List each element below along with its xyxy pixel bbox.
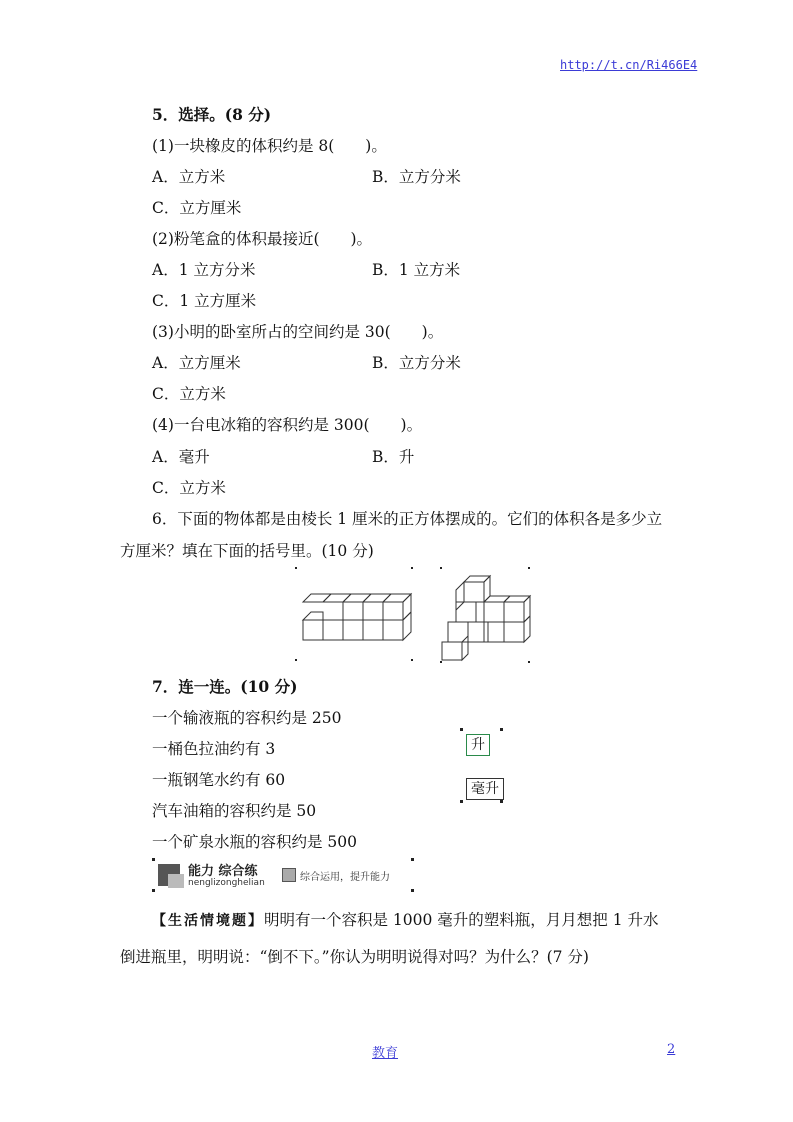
corner-mark [528,567,530,569]
corner-mark [295,567,297,569]
q5-2-option-a: A．1 立方分米 [152,261,256,279]
q7-left-item-2: 一桶色拉油约有 3 [152,740,276,758]
q5-4-option-b: B．升 [372,448,415,466]
q5-3-option-c: C．立方米 [152,385,226,403]
corner-mark [411,889,414,892]
corner-mark [411,858,414,861]
header-url-link[interactable]: http://t.cn/Ri466E4 [560,58,698,72]
corner-mark [411,567,413,569]
banner-subtitle: 综合运用，提升能力 [300,872,390,883]
q8-line1-text: 明明有一个容积是 1000 毫升的塑料瓶，月月想把 1 升水 [264,911,659,929]
cube-figure-1 [295,567,415,667]
q5-4-option-a: A．毫升 [152,448,210,466]
q8-tag: 【生活情境题】 [152,913,264,929]
unit-box-liter: 升 [466,734,490,756]
corner-mark [528,661,530,663]
q7-left-item-3: 一瓶钢笔水约有 60 [152,771,286,789]
q7-left-item-5: 一个矿泉水瓶的容积约是 500 [152,833,358,851]
q5-1-option-c: C．立方厘米 [152,199,242,217]
q5-3-option-a: A．立方厘米 [152,354,241,372]
q8-line1 [152,908,659,930]
corner-mark [440,567,442,569]
corner-mark [152,889,155,892]
q5-2-option-c: C．1 立方厘米 [152,292,257,310]
corner-mark [500,800,503,803]
q7-left-item-1: 一个输液瓶的容积约是 250 [152,709,342,727]
q5-3-option-b: B．立方分米 [372,354,461,372]
q5-2-stem: (2)粉笔盒的体积最接近( )。 [152,230,373,248]
cube-figure-2 [440,567,532,667]
q5-3-stem: (3)小明的卧室所占的空间约是 30( )。 [152,323,444,341]
q5-4-stem: (4)一台电冰箱的容积约是 300( )。 [152,416,423,434]
q6-text-line2: 方厘米？填在下面的括号里。(10 分) [120,542,374,560]
q5-1-option-b: B．立方分米 [372,168,461,186]
corner-mark [411,659,413,661]
q5-1-option-a: A．立方米 [152,168,226,186]
banner-title: 能力 综合练 [188,864,258,879]
q5-title: 5．选择。(8 分) [152,105,272,124]
q6-text-line1: 6．下面的物体都是由棱长 1 厘米的正方体摆成的。它们的体积各是多少立 [152,510,663,528]
q8-line2: 倒进瓶里，明明说：“倒不下。”你认为明明说得对吗？为什么？(7 分) [120,948,589,966]
corner-mark [440,661,442,663]
q5-2-option-b: B．1 立方米 [372,261,461,279]
page-number[interactable]: 2 [667,1042,676,1057]
footer-link[interactable]: 教育 [372,1046,399,1061]
banner-pinyin: nenglizonghelian [188,878,265,888]
corner-mark [460,728,463,731]
q7-left-item-4: 汽车油箱的容积约是 50 [152,802,317,820]
banner-icon-inner [168,874,184,888]
q5-1-stem: (1)一块橡皮的体积约是 8( )。 [152,137,387,155]
banner-small-icon [282,868,296,882]
corner-mark [152,858,155,861]
q7-title: 7．连一连。(10 分) [152,677,298,696]
unit-box-milliliter: 毫升 [466,778,504,800]
section-banner [152,858,414,892]
q5-4-option-c: C．立方米 [152,479,226,497]
corner-mark [295,659,297,661]
corner-mark [460,800,463,803]
corner-mark [500,728,503,731]
